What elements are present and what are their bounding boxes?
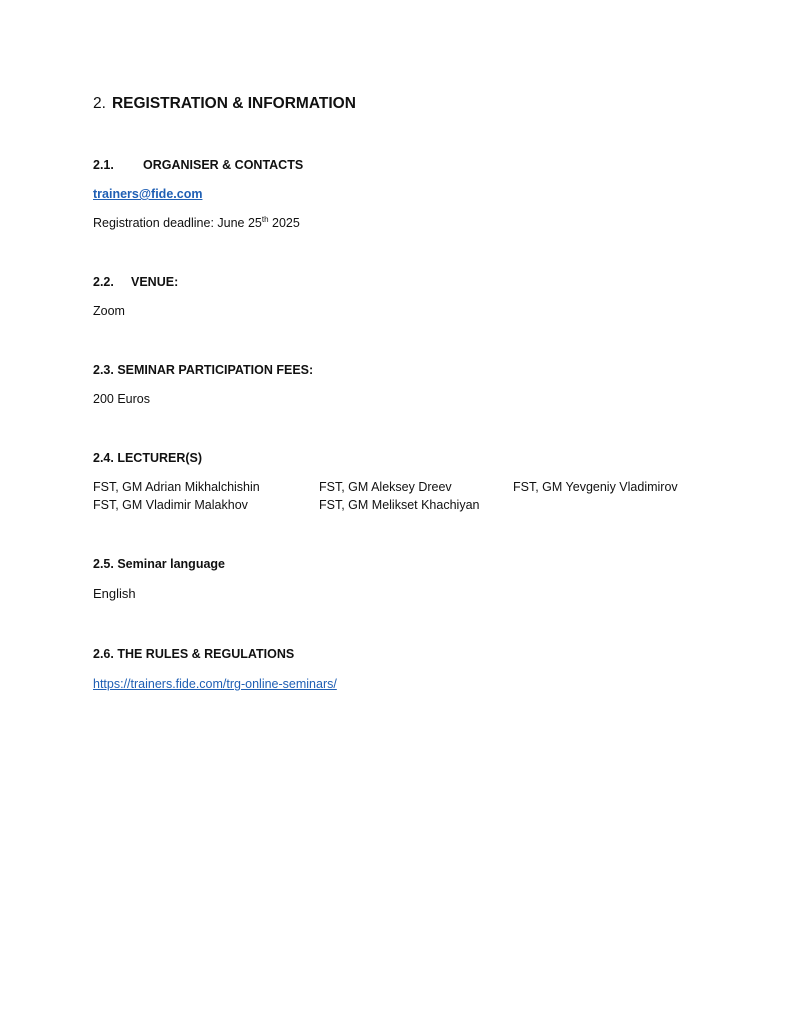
deadline-ordinal: th xyxy=(261,214,269,224)
lecturers-heading: 2.4. LECTURER(S) xyxy=(93,451,203,465)
venue-heading-number: 2.2. xyxy=(93,275,114,289)
lecturer-name: FST, GM Adrian Mikhalchishin xyxy=(93,480,260,494)
language-value: English xyxy=(93,586,136,601)
section-title: REGISTRATION & INFORMATION xyxy=(111,95,356,112)
lecturer-name: FST, GM Yevgeniy Vladimirov xyxy=(513,480,678,494)
venue-heading-title: VENUE: xyxy=(131,275,179,289)
organiser-email-link[interactable]: trainers@fide.com xyxy=(93,187,203,201)
fees-heading: 2.3. SEMINAR PARTICIPATION FEES: xyxy=(93,363,314,377)
deadline-text: Registration deadline: June 25 xyxy=(93,216,262,230)
deadline-year: 2025 xyxy=(268,216,300,230)
organiser-heading-title: ORGANISER & CONTACTS xyxy=(143,158,304,172)
section-number: 2. xyxy=(93,95,106,112)
organiser-heading-number: 2.1. xyxy=(93,158,114,172)
rules-link[interactable]: https://trainers.fide.com/trg-online-seminars/ xyxy=(93,677,337,691)
language-heading: 2.5. Seminar language xyxy=(93,557,225,571)
lecturer-name: FST, GM Melikset Khachiyan xyxy=(319,498,480,512)
fees-value: 200 Euros xyxy=(93,392,150,406)
section-heading xyxy=(93,94,356,114)
rules-heading: 2.6. THE RULES & REGULATIONS xyxy=(93,647,295,661)
lecturer-name: FST, GM Aleksey Dreev xyxy=(319,480,452,494)
lecturer-name: FST, GM Vladimir Malakhov xyxy=(93,498,248,512)
registration-deadline xyxy=(93,215,300,231)
venue-value: Zoom xyxy=(93,304,125,318)
